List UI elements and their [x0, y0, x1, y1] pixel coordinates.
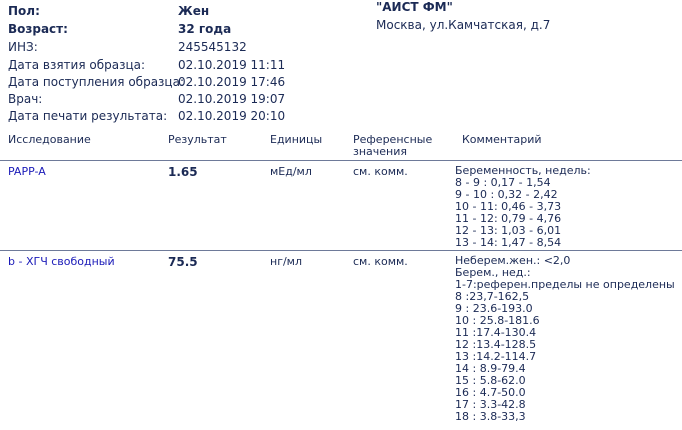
row-b-hcg-result: 75.5	[168, 255, 198, 269]
doctor-label: Врач:	[8, 92, 43, 106]
row-papp-a-units: мЕд/мл	[270, 165, 312, 178]
row-b-hcg-test: b - ХГЧ свободный	[8, 255, 115, 268]
row-papp-a-test: PAPP-A	[8, 165, 46, 178]
org-address: Москва, ул.Камчатская, д.7	[376, 18, 551, 32]
sample-taken-value: 02.10.2019 11:11	[178, 58, 286, 72]
doctor-value: 02.10.2019 19:07	[178, 92, 286, 106]
header-reference-line2: значения	[353, 145, 408, 158]
inz-value: 245545132	[178, 40, 247, 54]
age-label: Возраст:	[8, 22, 68, 36]
print-date-label: Дата печати результата:	[8, 109, 168, 123]
inz-label: ИНЗ:	[8, 40, 38, 54]
row-papp-a-reference: см. комм.	[353, 165, 408, 178]
age-value: 32 года	[178, 22, 232, 36]
row-divider	[0, 250, 682, 251]
header-comments: Комментарий	[462, 133, 542, 146]
header-reference-line1: Референсные	[353, 133, 433, 146]
header-units: Единицы	[270, 133, 323, 146]
row-b-hcg-reference: см. комм.	[353, 255, 408, 268]
sample-received-value: 02.10.2019 17:46	[178, 75, 286, 89]
header-result: Результат	[168, 133, 227, 146]
sex-label: Пол:	[8, 4, 40, 18]
row-papp-a-result: 1.65	[168, 165, 198, 179]
row-papp-a-comment: Беременность, недель: 8 - 9 : 0,17 - 1,54 9 - 10 : 0,32 - 2,42 10 - 11: 0,46 - 3,73 11 - 12: 0,79 - 4,76 12 - 13: 1,03 - 6,01 13 - 14: 1,47 - 8,54	[455, 164, 591, 249]
row-b-hcg-comment: Неберем.жен.: <2,0 Берем., нед.: 1-7:референ.пределы не определены 8 :23,7-162,5 9 : 23.6-193.0 10 : 25.8-181.6 11 :17.4-130.4 12 :13.4-128.5 13 :14.2-114.7 14 : 8.9-79.4 15 : 5.8-62.0 16 : 4.7-50.0 17 : 3.3-42.8 18 : 3.8-33,3	[455, 254, 675, 423]
sample-received-label: Дата поступления образца:	[8, 75, 184, 89]
sample-taken-label: Дата взятия образца:	[8, 58, 146, 72]
header-divider	[0, 160, 682, 161]
sex-value: Жен	[178, 4, 210, 18]
print-date-value: 02.10.2019 20:10	[178, 109, 286, 123]
org-name: "АИСТ ФМ"	[376, 0, 453, 14]
header-test: Исследование	[8, 133, 91, 146]
row-b-hcg-units: нг/мл	[270, 255, 303, 268]
